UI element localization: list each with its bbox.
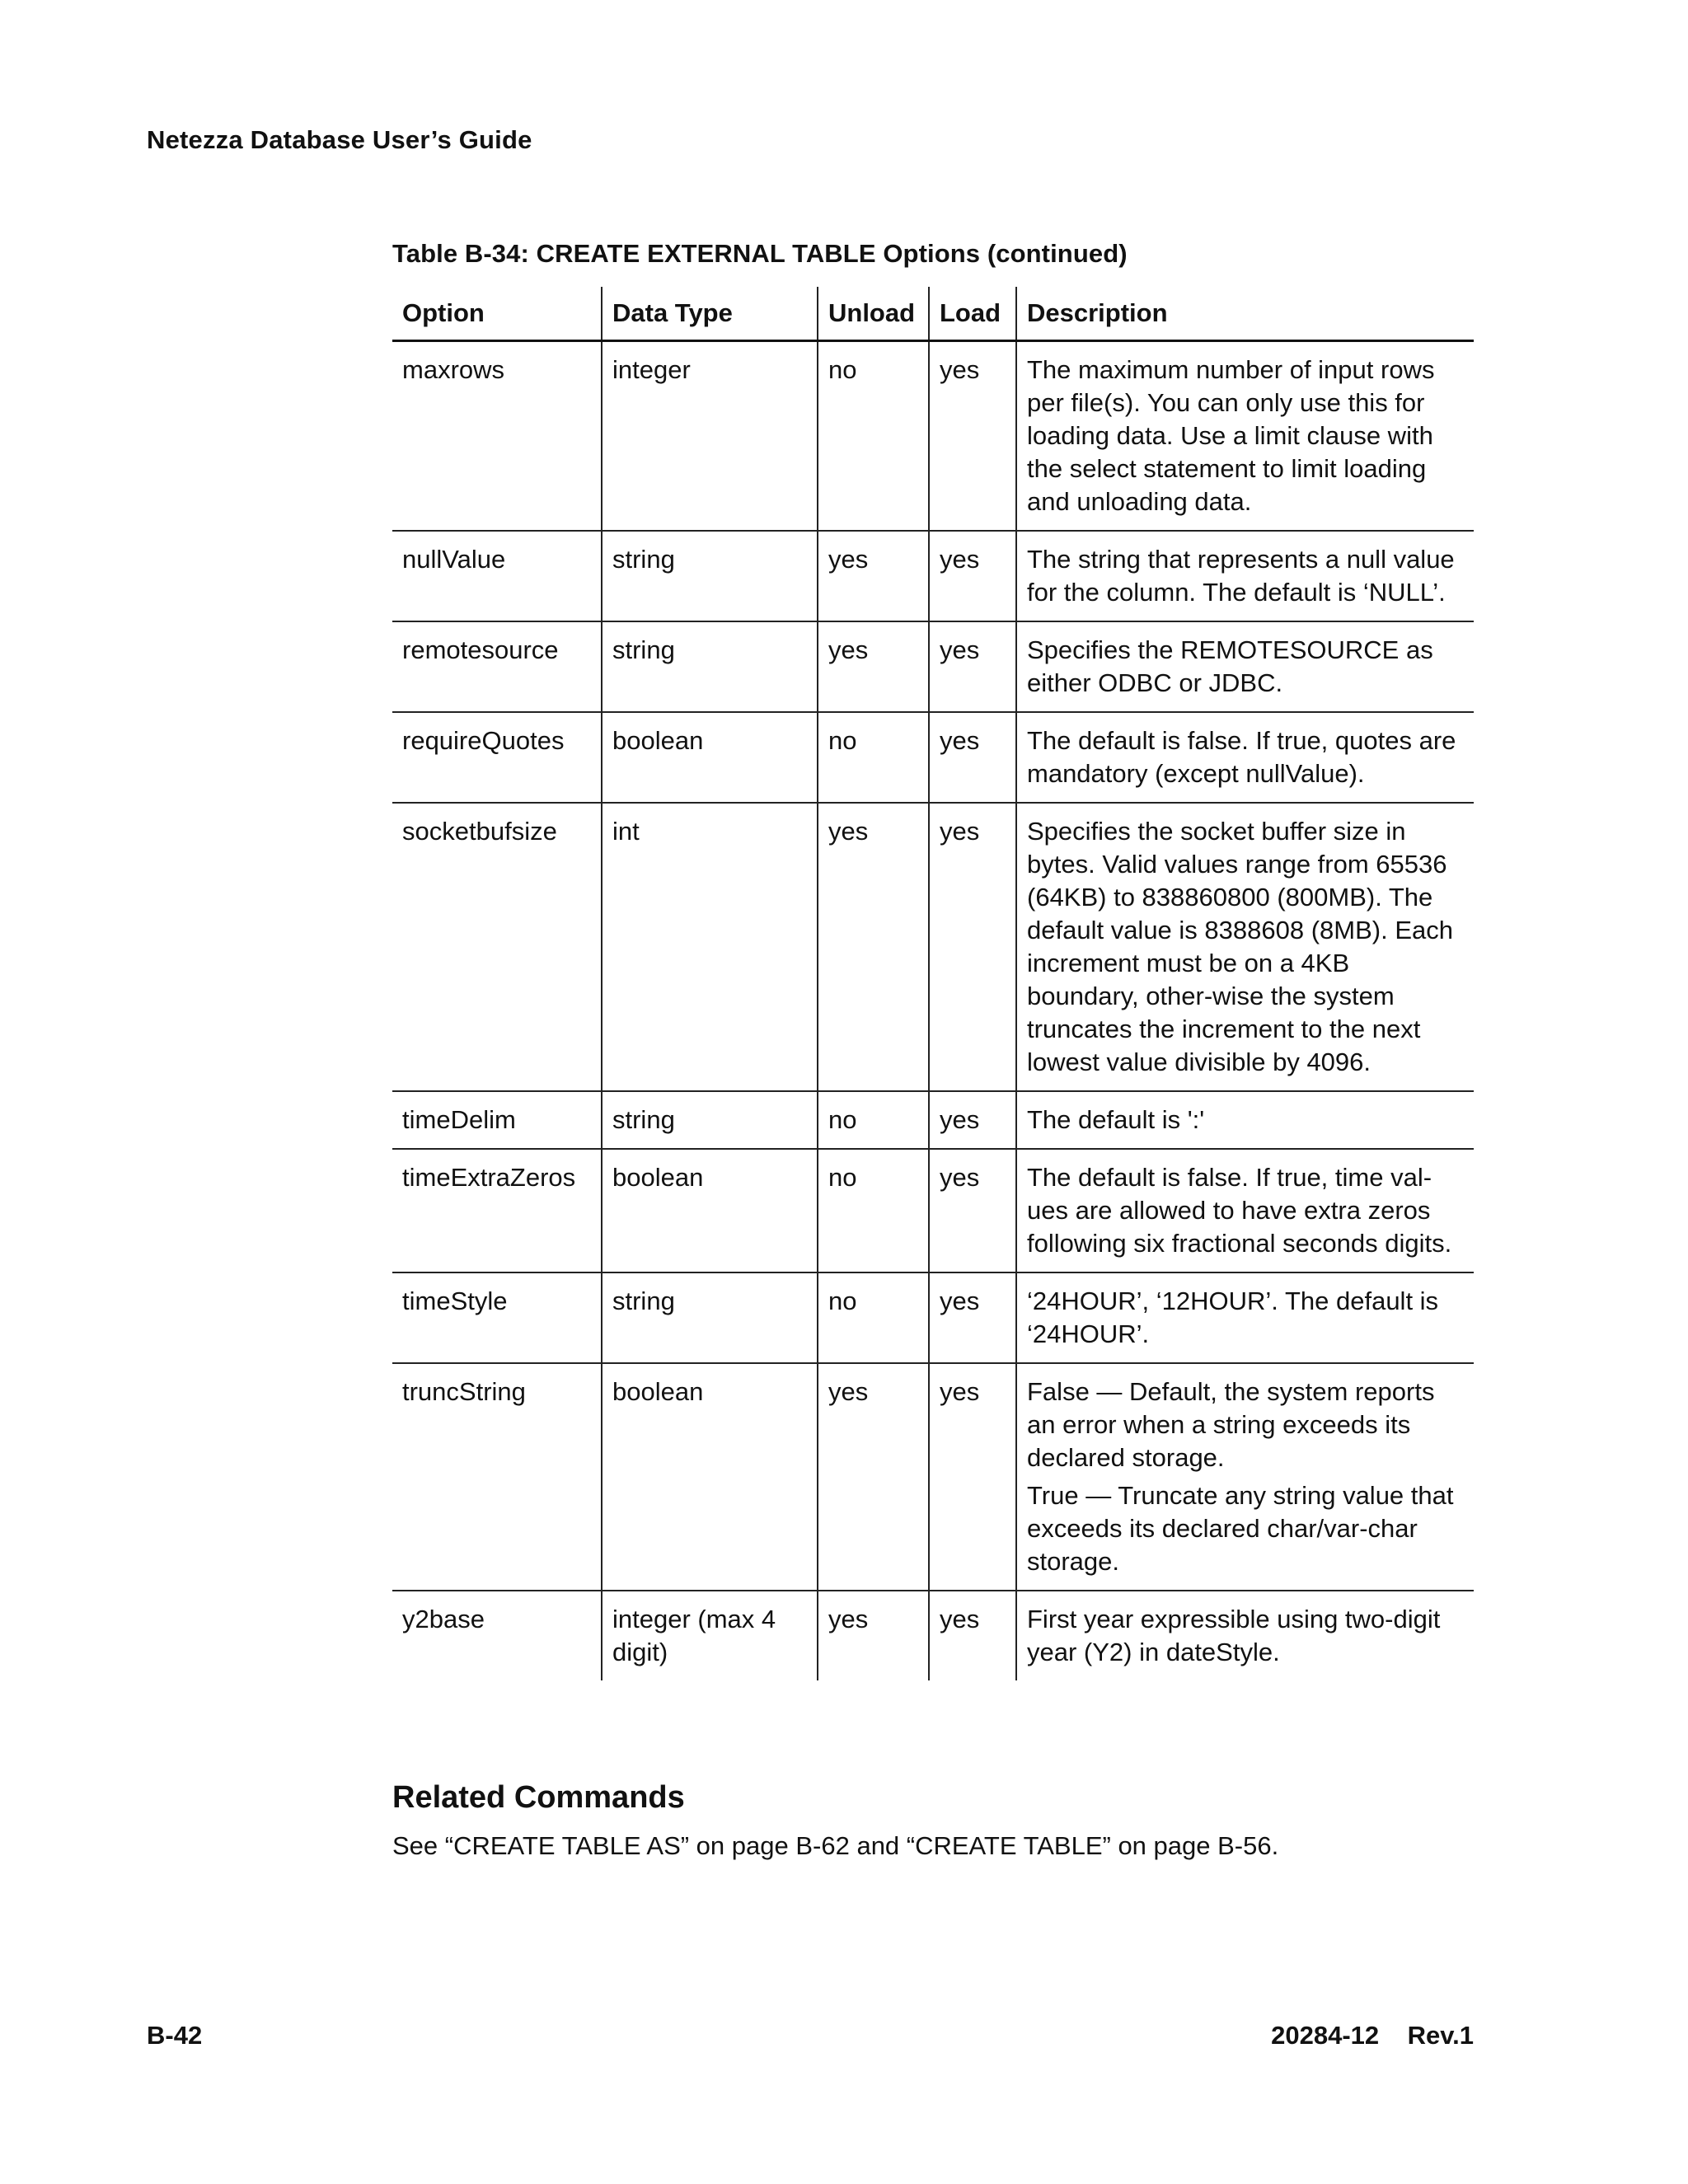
- cell-data-type: string: [602, 531, 818, 621]
- options-table-wrapper: [392, 287, 1474, 1680]
- table-caption: Table B-34: CREATE EXTERNAL TABLE Options (continued): [392, 239, 1128, 268]
- cell-unload: yes: [818, 1363, 929, 1591]
- cell-unload: yes: [818, 803, 929, 1091]
- cell-load: yes: [929, 803, 1016, 1091]
- cell-option: remotesource: [392, 621, 602, 712]
- cell-load: yes: [929, 341, 1016, 532]
- cell-option: y2base: [402, 1605, 485, 1633]
- column-header-description: Description: [1016, 287, 1474, 341]
- cell-option: socketbufsize: [392, 803, 602, 1091]
- description-paragraph: True — Truncate any string value that exceeds its declared char/var-char storage.: [1027, 1481, 1454, 1576]
- table-row: [392, 341, 1474, 532]
- cell-description: [1016, 712, 1474, 803]
- description-paragraph: False — Default, the system reports an error when a string exceeds its declared storage.: [1027, 1377, 1435, 1472]
- table-row: [392, 531, 1474, 621]
- description-paragraph: First year expressible using two-digit year (Y2) in dateStyle.: [1027, 1605, 1441, 1666]
- cell-data-type: string: [602, 621, 818, 712]
- cell-unload: yes: [818, 531, 929, 621]
- cell-load: yes: [929, 621, 1016, 712]
- table-body: [392, 341, 1474, 1681]
- cell-load: yes: [929, 712, 1016, 803]
- cell-unload: yes: [818, 621, 929, 712]
- description-paragraph: ‘24HOUR’, ‘12HOUR’. The default is ‘24HOUR’.: [1027, 1286, 1439, 1348]
- cell-option: timeStyle: [392, 1272, 602, 1363]
- cell-option: requireQuotes: [392, 712, 602, 803]
- cell-unload: no: [818, 1272, 929, 1363]
- cell-option: truncString: [392, 1363, 602, 1591]
- cell-data-type: integer (max 4 digit): [602, 1591, 818, 1680]
- page-number: B-42: [147, 2021, 203, 2050]
- cell-load: yes: [929, 1591, 1016, 1680]
- table-row: [392, 1272, 1474, 1363]
- table-header-row: [392, 287, 1474, 341]
- cell-description: [1016, 621, 1474, 712]
- table-row: [392, 1091, 1474, 1149]
- cell-description: [1016, 531, 1474, 621]
- cell-unload: no: [818, 712, 929, 803]
- description-paragraph: The string that represents a null value for the column. The default is ‘NULL’.: [1027, 545, 1455, 607]
- document-id: 20284-12 Rev.1: [1271, 2021, 1474, 2050]
- column-header-data-type: Data Type: [602, 287, 818, 341]
- cell-unload: no: [818, 1091, 929, 1149]
- description-paragraph: The default is false. If true, quotes are mandatory (except nullValue).: [1027, 726, 1456, 788]
- cell-data-type: int: [602, 803, 818, 1091]
- cell-description: [1016, 803, 1474, 1091]
- cell-option: nullValue: [392, 531, 602, 621]
- column-header-load: Load: [929, 287, 1016, 341]
- cell-unload: yes: [818, 1591, 929, 1680]
- cell-unload: no: [818, 341, 929, 532]
- cell-option: timeExtraZeros: [392, 1149, 602, 1272]
- cell-load: yes: [929, 1091, 1016, 1149]
- cell-data-type: boolean: [602, 1149, 818, 1272]
- table-row: [392, 621, 1474, 712]
- cell-description: [1016, 1091, 1474, 1149]
- cell-load: yes: [929, 1363, 1016, 1591]
- cell-description: [1016, 1363, 1474, 1591]
- table-row: [392, 712, 1474, 803]
- description-paragraph: The default is ':': [1027, 1105, 1205, 1134]
- column-header-unload: Unload: [818, 287, 929, 341]
- description-paragraph: The default is false. If true, time val-ues are allowed to have extra zeros following six fractional seconds digits.: [1027, 1163, 1452, 1258]
- related-commands-heading: Related Commands: [392, 1780, 685, 1815]
- related-commands-text: See “CREATE TABLE AS” on page B-62 and “CREATE TABLE” on page B-56.: [392, 1831, 1279, 1860]
- cell-data-type: integer: [602, 341, 818, 532]
- table-row: [392, 1149, 1474, 1272]
- cell-description: [1016, 1149, 1474, 1272]
- description-paragraph: Specifies the REMOTESOURCE as either ODBC or JDBC.: [1027, 635, 1433, 697]
- cell-load: yes: [929, 1272, 1016, 1363]
- cell-data-type: boolean: [602, 712, 818, 803]
- running-header: Netezza Database User’s Guide: [147, 125, 532, 154]
- table-row: [392, 1591, 1474, 1680]
- cell-description: [1016, 1272, 1474, 1363]
- description-paragraph: Specifies the socket buffer size in bytes. Valid values range from 65536 (64KB) to 838860800 (800MB). The default value is 8388608 (8MB). Each increment must be on a 4KB boundary, other-wise the system truncates the increment to the next lowest value divisible by 4096.: [1027, 817, 1453, 1076]
- cell-data-type: boolean: [602, 1363, 818, 1591]
- cell-load: yes: [929, 1149, 1016, 1272]
- cell-unload: no: [818, 1149, 929, 1272]
- cell-data-type: string: [602, 1091, 818, 1149]
- cell-description: [1016, 341, 1474, 532]
- table-row: [392, 803, 1474, 1091]
- cell-option: timeDelim: [392, 1091, 602, 1149]
- cell-data-type: string: [602, 1272, 818, 1363]
- table-row: [392, 1363, 1474, 1591]
- description-paragraph: The maximum number of input rows per file(s). You can only use this for loading data. Use a limit clause with the select statement to limit loading and unloading data.: [1027, 355, 1435, 516]
- options-table: [392, 287, 1474, 1680]
- cell-description: [1016, 1591, 1474, 1680]
- cell-load: yes: [929, 531, 1016, 621]
- column-header-option: Option: [392, 287, 602, 341]
- cell-option: maxrows: [392, 341, 602, 532]
